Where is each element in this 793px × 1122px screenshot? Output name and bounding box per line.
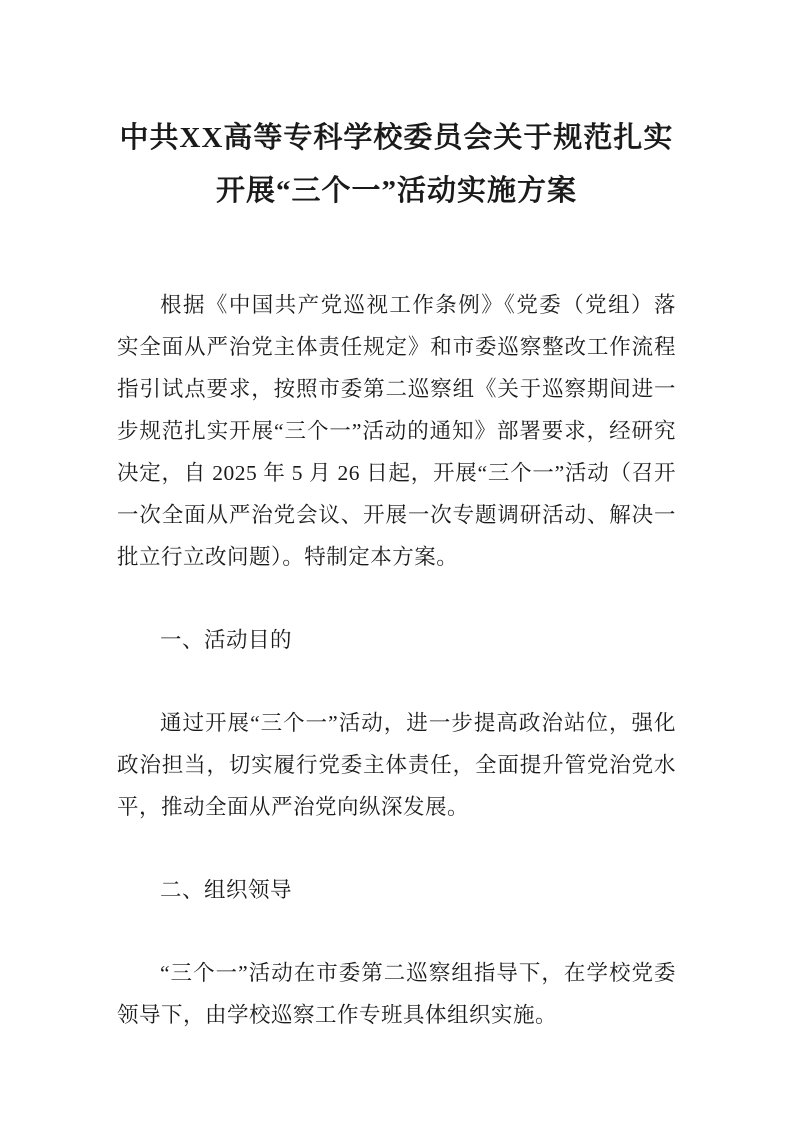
document-title-line-1: 中共XX高等专科学校委员会关于规范扎实	[119, 122, 674, 154]
paragraph-introduction: 根据《中国共产党巡视工作条例》《党委（党组）落实全面从严治党主体责任规定》和市委巡察整改工作流程指引试点要求，按照市委第二巡察组《关于巡察期间进一步规范扎实开展“三个一”活动的通知》部署要求，经研究决定，自 2025 年 5 月 26 日起，开展“三个一”活动（召开一次全面从严治党会议、开展一次专题调研活动、解决一批立行立改问题）。特制定本方案。	[117, 293, 676, 569]
document-title-line-2: 开展“三个一”活动实施方案	[215, 175, 577, 207]
section-heading-organization-leadership: 二、组织领导	[160, 878, 293, 902]
paragraph-activity-purpose: 通过开展“三个一”活动，进一步提高政治站位，强化政治担当，切实履行党委主体责任，全面提升管党治党水平，推动全面从严治党向纵深发展。	[117, 711, 676, 819]
paragraph-organization-leadership: “三个一”活动在市委第二巡察组指导下，在学校党委领导下，由学校巡察工作专班具体组织实施。	[117, 961, 676, 1027]
document-title	[117, 112, 676, 218]
section-heading-activity-purpose: 一、活动目的	[160, 628, 293, 652]
